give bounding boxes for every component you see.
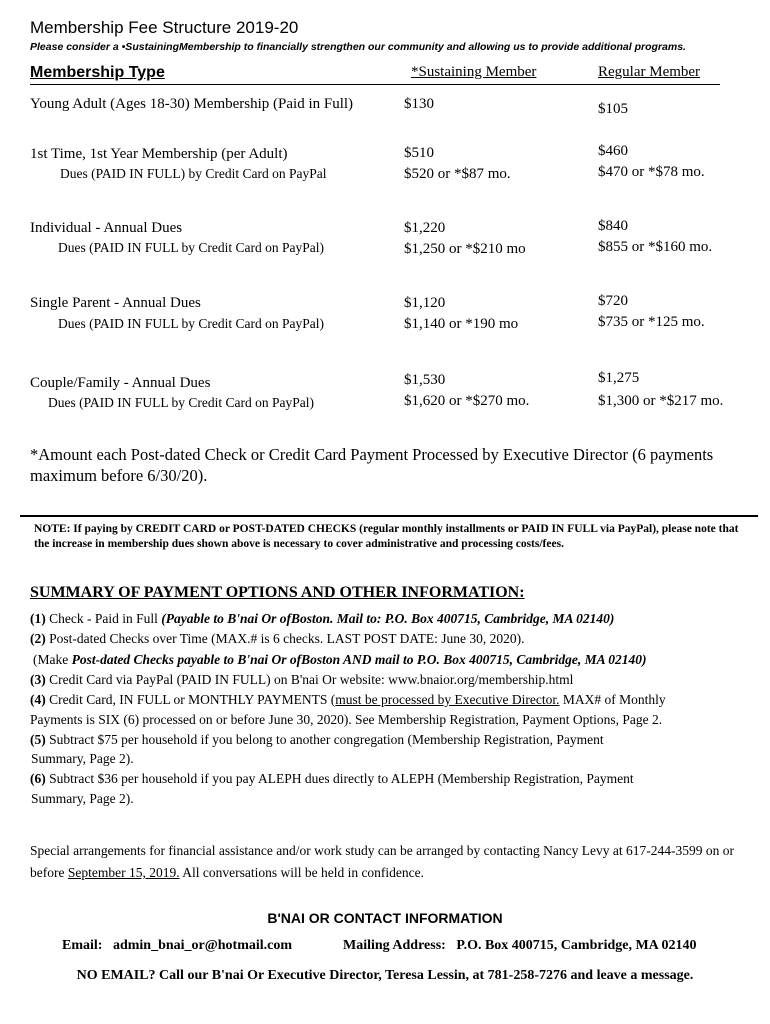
- email-label: Email:: [62, 938, 103, 953]
- row-title: Young Adult (Ages 18-30) Membership (Paid in Full): [30, 96, 354, 112]
- row-subtitle: Dues (PAID IN FULL by Credit Card on PayPal): [58, 316, 324, 331]
- regular-price: $1,275: [598, 370, 640, 386]
- financial-assistance-paragraph: [30, 840, 750, 884]
- sustaining-price-monthly: $520 or *$87 mo.: [404, 166, 511, 182]
- row-title: Individual - Annual Dues: [30, 220, 183, 236]
- option-number: (1): [30, 611, 46, 626]
- row-title: Single Parent - Annual Dues: [30, 295, 201, 311]
- column-header-sustaining: *Sustaining Member: [411, 64, 537, 80]
- contact-email: [62, 938, 292, 954]
- email-address[interactable]: admin_bnai_or@hotmail.com: [112, 938, 293, 953]
- option-text: Check - Paid in Full: [49, 611, 158, 626]
- payment-option-6-cont: Summary, Page 2).: [31, 791, 134, 806]
- contact-heading: B'NAI OR CONTACT INFORMATION: [267, 910, 503, 926]
- assistance-text-end: All conversations will be held in confidence.: [179, 865, 425, 880]
- regular-price-monthly: $855 or *$160 mo.: [598, 239, 713, 255]
- option-number: (4): [30, 692, 46, 707]
- payment-option-5: [30, 732, 604, 748]
- installment-footnote: *Amount each Post-dated Check or Credit Card Payment Processed by Executive Director (6 payments maximum before 6/30/20).: [30, 445, 714, 485]
- option-text: Credit Card via PayPal (PAID IN FULL) on B'nai Or website: www.bnaior.org/membership.html: [49, 672, 574, 687]
- sustaining-price-monthly: $1,140 or *190 mo: [404, 316, 519, 332]
- regular-price: $460: [598, 143, 628, 159]
- credit-card-note: NOTE: If paying by CREDIT CARD or POST-DATED CHECKS (regular monthly installments or PAID IN FULL via PayPal), please note that the increase in membership dues shown above is necessary to cover administrative and processing costs/fees.: [34, 523, 739, 550]
- document-subtitle: Please consider a •SustainingMembership to financially strengthen our community and allowing us to provide additional programs.: [30, 41, 686, 53]
- sustaining-price-monthly: $1,620 or *$270 mo.: [404, 393, 530, 409]
- mailing-label: Mailing Address:: [343, 938, 446, 953]
- sustaining-price: $1,220: [404, 220, 446, 236]
- sustaining-price-monthly: $1,250 or *$210 mo: [404, 241, 526, 257]
- payment-option-4-cont: Payments is SIX (6) processed on or before June 30, 2020). See Membership Registration, Payment Options, Page 2.: [30, 712, 663, 727]
- column-header-membership-type: Membership Type: [30, 64, 165, 81]
- row-subtitle: Dues (PAID IN FULL by Credit Card on PayPal): [58, 240, 324, 255]
- option-number: (6): [30, 771, 46, 786]
- option-number: (5): [30, 732, 46, 747]
- option-number: (3): [30, 672, 46, 687]
- payment-option-4: [30, 692, 666, 708]
- sustaining-price: $1,530: [404, 372, 446, 388]
- option-text: Subtract $36 per household if you pay ALEPH dues directly to ALEPH (Membership Registration, Payment: [49, 771, 634, 786]
- option-text: Subtract $75 per household if you belong to another congregation (Membership Registration, Payment: [49, 732, 604, 747]
- option-detail: Post-dated Checks payable to B'nai Or ofBoston AND mail to P.O. Box 400715, Cambridge, MA 02140): [71, 652, 647, 667]
- row-title: Couple/Family - Annual Dues: [30, 375, 211, 391]
- mailing-address: P.O. Box 400715, Cambridge, MA 02140: [456, 938, 697, 953]
- sustaining-price: $1,120: [404, 295, 446, 311]
- payment-option-2: [30, 631, 525, 647]
- regular-price: $105: [598, 101, 628, 117]
- payment-option-1: [30, 611, 614, 627]
- contact-mailing-address: [343, 938, 697, 954]
- regular-price: $840: [598, 218, 628, 234]
- row-title: 1st Time, 1st Year Membership (per Adult): [30, 146, 288, 162]
- option-detail: (Payable to B'nai Or ofBoston. Mail to: P.O. Box 400715, Cambridge, MA 02140): [161, 611, 615, 626]
- assistance-text: Special arrangements for financial assistance and/or work study can be arranged by contacting Nancy Levy at 617-244-3599 on or before: [30, 843, 735, 880]
- assistance-deadline: September 15, 2019.: [67, 865, 180, 880]
- option-text: Credit Card, IN FULL or MONTHLY PAYMENTS (: [49, 692, 336, 707]
- row-subtitle: Dues (PAID IN FULL) by Credit Card on PayPal: [60, 166, 327, 181]
- option-text: (Make: [33, 652, 69, 667]
- document-title: Membership Fee Structure 2019-20: [30, 18, 299, 37]
- payment-option-5-cont: Summary, Page 2).: [31, 751, 134, 766]
- payment-option-6: [30, 771, 634, 787]
- summary-heading: SUMMARY OF PAYMENT OPTIONS AND OTHER INFORMATION:: [30, 584, 525, 601]
- header-rule: [30, 84, 720, 85]
- no-email-instructions: NO EMAIL? Call our B'nai Or Executive Director, Teresa Lessin, at 781-258-7276 and leave a message.: [76, 968, 694, 983]
- regular-price: $720: [598, 293, 628, 309]
- sustaining-price: $510: [404, 145, 434, 161]
- sustaining-price: $130: [404, 96, 434, 112]
- section-divider: [20, 515, 758, 517]
- option-text: Post-dated Checks over Time (MAX.# is 6 checks. LAST POST DATE: June 30, 2020).: [49, 631, 525, 646]
- payment-option-2-detail: [33, 652, 647, 668]
- option-text-after: MAX# of Monthly: [559, 692, 666, 707]
- payment-option-3: [30, 672, 573, 688]
- column-header-regular: Regular Member: [598, 64, 701, 80]
- regular-price-monthly: $735 or *125 mo.: [598, 314, 705, 330]
- row-subtitle: Dues (PAID IN FULL by Credit Card on PayPal): [48, 395, 314, 410]
- option-underlined: must be processed by Executive Director.: [335, 692, 560, 707]
- option-number: (2): [30, 631, 46, 646]
- regular-price-monthly: $1,300 or *$217 mo.: [598, 393, 724, 409]
- regular-price-monthly: $470 or *$78 mo.: [598, 164, 705, 180]
